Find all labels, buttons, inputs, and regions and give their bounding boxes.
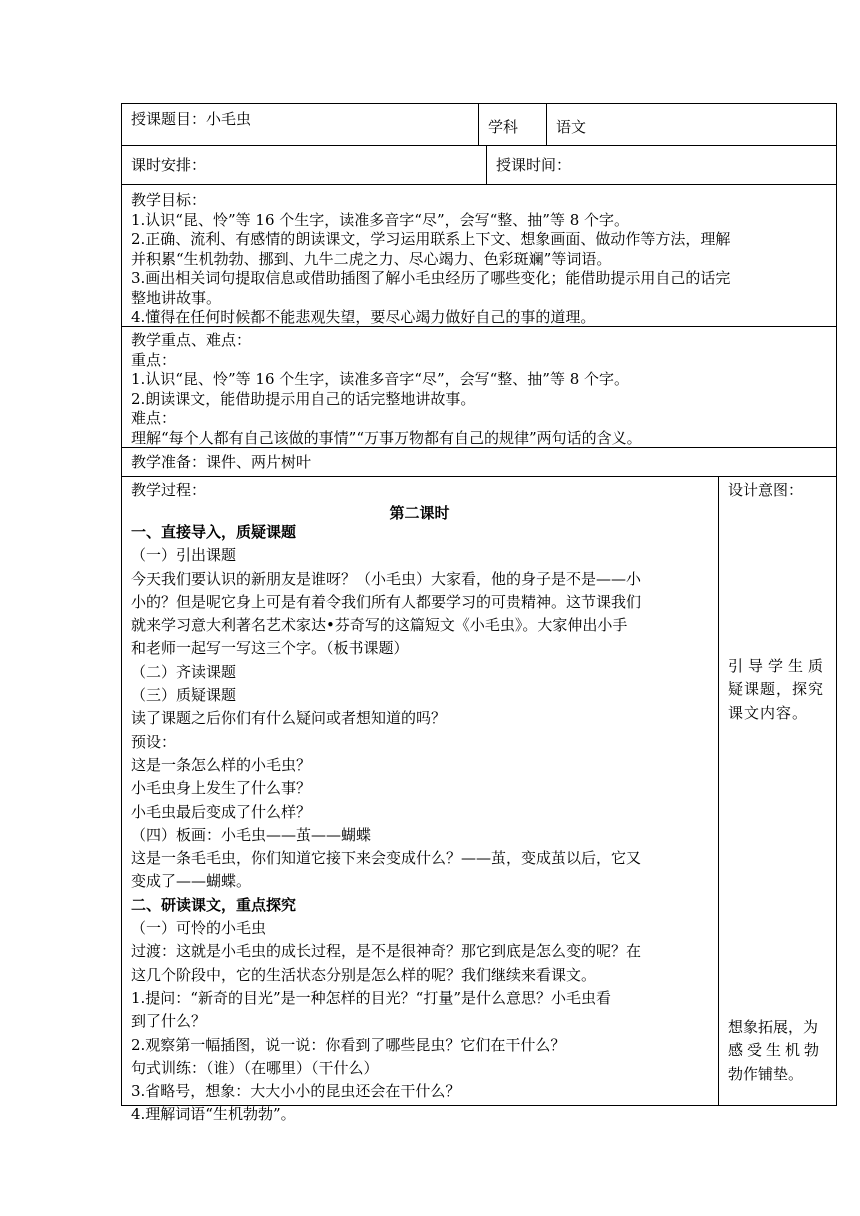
subject-label: 学科 — [488, 118, 519, 136]
course-title: 授课题目：小毛虫 — [131, 110, 252, 128]
process-line: 读了课题之后你们有什么疑问或者想知道的吗？ — [131, 709, 447, 728]
design-note-line: 想象拓展，为 — [728, 1018, 819, 1036]
objectives-text — [131, 191, 730, 328]
process-line: 和老师一起写一写这三个字。（板书课题） — [131, 639, 409, 658]
key-points-line: 1.认识“昆、怜”等 16 个生字，读准多音字“尽”，会写“整、抽”等 8 个字。 — [131, 370, 630, 388]
design-note — [728, 655, 828, 725]
process-line: （一）可怜的小毛虫 — [131, 919, 267, 938]
process-line: （二）齐读课题 — [131, 662, 237, 681]
design-note-line: 感受生机勃 — [728, 1041, 824, 1060]
objectives-line: 教学目标： — [131, 191, 207, 209]
key-points-line: 理解“每个人都有自己该做的事情”“万事万物都有自己的规律”两句话的含义。 — [131, 428, 642, 447]
design-note-line: 勃作铺垫。 — [728, 1064, 804, 1083]
process-line: 变成了——蝴蝶。 — [131, 872, 252, 891]
key-points-line: 教学重点、难点： — [131, 331, 252, 349]
objectives-line: 4.懂得在任何时候都不能悲观失望，要尽心竭力做好自己的事的道理。 — [131, 308, 596, 326]
key-points-line: 重点： — [131, 350, 177, 369]
schedule-row — [121, 145, 837, 185]
process-line: 4.理解词语“生机勃勃”。 — [131, 1105, 296, 1124]
process-line: 这是一条怎么样的小毛虫？ — [131, 755, 312, 774]
process-line: 小毛虫最后变成了什么样？ — [131, 802, 312, 821]
process-label: 教学过程： — [131, 481, 207, 499]
subject-value: 语文 — [556, 118, 587, 136]
process-line: 小的？但是呢它身上可是有着令我们所有人都要学习的可贵精神。这节课我们 — [131, 592, 642, 611]
process-line: （一）引出课题 — [131, 546, 237, 565]
process-line: 小毛虫身上发生了什么事？ — [131, 779, 312, 798]
objectives-line: 1.认识“昆、怜”等 16 个生字，读准多音字“尽”，会写“整、抽”等 8 个字。 — [131, 210, 630, 229]
process-line: 3.省略号，想象：大大小小的昆虫还会在干什么？ — [131, 1082, 461, 1101]
process-line: 到了什么？ — [131, 1012, 207, 1031]
process-line: 今天我们要认识的新朋友是谁呀？（小毛虫）大家看，他的身子是不是——小 — [131, 569, 642, 588]
design-note-line: 引导学生质 — [728, 657, 829, 675]
process-line: （三）质疑课题 — [131, 686, 237, 705]
design-note-line: 疑课题，探究 — [728, 680, 825, 699]
objectives-line: 并积累“生机勃勃、挪到、九牛二虎之力、尽心竭力、色彩斑斓”等词语。 — [131, 249, 612, 268]
objectives-line: 3.画出相关词句提取信息或借助插图了解小毛虫经历了哪些变化；能借助提示用自己的话完 — [131, 269, 731, 287]
key-points-text — [131, 331, 642, 448]
divider — [478, 103, 479, 146]
process-line: 2.观察第一幅插图，说一说：你看到了哪些昆虫？它们在干什么？ — [131, 1035, 566, 1054]
key-points-line: 难点： — [131, 409, 177, 427]
divider — [718, 476, 719, 1106]
section-heading: 一、直接导入，质疑课题 — [131, 523, 297, 541]
lesson-title: 第二课时 — [389, 504, 450, 522]
objectives-line: 2.正确、流利、有感情的朗读课文，学习运用联系上下文、想象画面、做动作等方法，理解 — [131, 230, 731, 248]
process-text — [131, 521, 641, 1127]
design-note-line: 课文内容。 — [728, 703, 809, 722]
schedule-label: 课时安排： — [131, 156, 207, 174]
preparation-text: 教学准备：课件、两片树叶 — [131, 453, 312, 471]
process-line: 这是一条毛毛虫，你们知道它接下来会变成什么？——茧，变成茧以后，它又 — [131, 849, 642, 868]
process-line: 这几个阶段中，它的生活状态分别是怎么样的呢？我们继续来看课文。 — [131, 965, 597, 984]
objectives-line: 整地讲故事。 — [131, 288, 222, 307]
process-line: （四）板画：小毛虫——茧——蝴蝶 — [131, 825, 372, 844]
design-note — [728, 1016, 823, 1086]
key-points-line: 2.朗读课文，能借助提示用自己的话完整地讲故事。 — [131, 389, 476, 408]
process-line: 预设： — [131, 732, 177, 751]
divider — [546, 103, 547, 146]
process-line: 句式训练：（谁）（在哪里）（干什么） — [131, 1058, 379, 1077]
process-line: 过渡：这就是小毛虫的成长过程，是不是很神奇？那它到底是怎么变的呢？在 — [131, 942, 642, 961]
section-heading: 二、研读课文，重点探究 — [131, 895, 297, 914]
design-label: 设计意图： — [728, 481, 804, 499]
divider — [486, 145, 487, 185]
process-line: 1.提问：“新奇的目光”是一种怎样的目光？“打量”是什么意思？小毛虫看 — [131, 988, 611, 1007]
process-line: 就来学习意大利著名艺术家达•芬奇写的这篇短文《小毛虫》。大家伸出小手 — [131, 616, 628, 635]
teaching-time-label: 授课时间： — [496, 156, 572, 174]
